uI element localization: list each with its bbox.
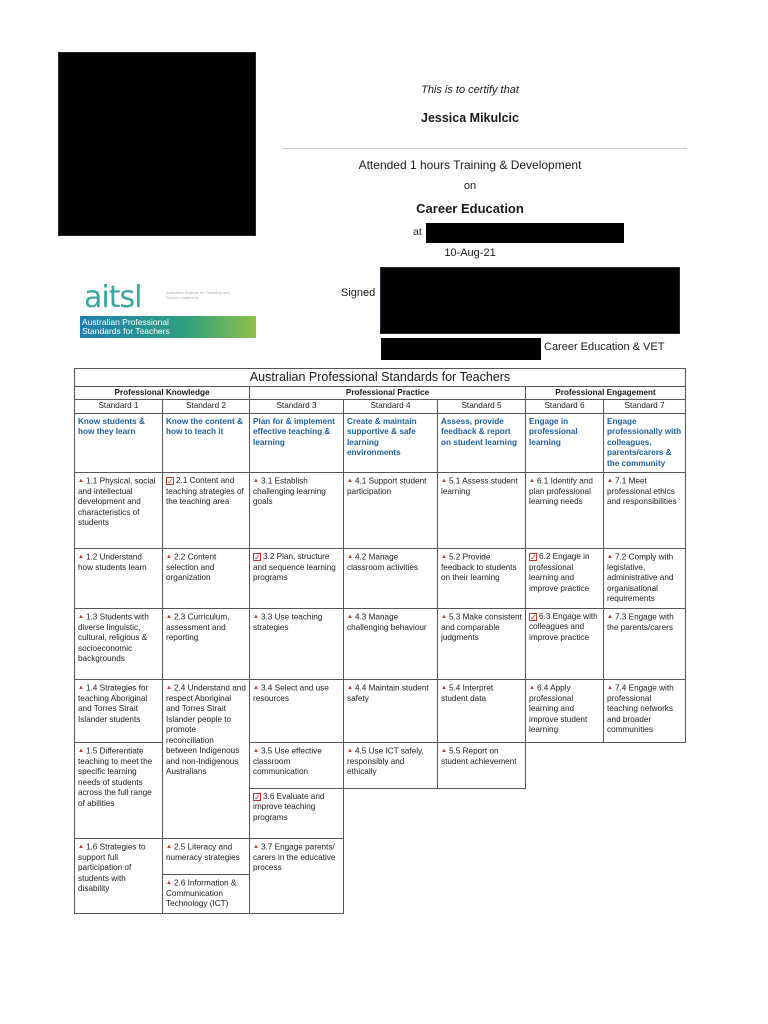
checkbox-checked-icon: ✓	[254, 792, 261, 802]
triangle-icon: ▲	[347, 554, 353, 560]
on-word: on	[463, 180, 477, 192]
item-2-3: ▲ 2.3 Curriculum, assessment and reporting	[163, 608, 250, 679]
item-4-3: ▲ 4.3 Manage challenging behaviour	[344, 608, 438, 679]
triangle-icon: ▲	[253, 747, 259, 754]
triangle-icon: ▲	[166, 684, 172, 691]
triangle-icon: ▲	[529, 478, 535, 484]
triangle-icon: ▲	[166, 843, 172, 850]
item-2-2: ▲ 2.2 Content selection and organization	[163, 549, 250, 609]
triangle-icon: ▲	[78, 554, 84, 560]
item-7-3: ▲ 7.3 Engage with the parents/carers	[604, 608, 686, 679]
item-2-1: ✓ 2.1 Content and teaching strategies of the teaching area	[163, 473, 250, 549]
triangle-icon: ▲	[441, 554, 447, 560]
recipient-name: Jessica Mikulcic	[421, 111, 519, 125]
standard-3-header: Standard 3	[250, 400, 344, 414]
triangle-icon: ▲	[166, 879, 172, 886]
triangle-icon: ▲	[78, 613, 84, 620]
standard-2-description: Know the content & how to teach it	[163, 413, 250, 473]
group-professional-practice: Professional Practice	[250, 386, 526, 400]
item-5-3: ▲ 5.3 Make consistent and comparable judgments	[438, 608, 526, 679]
checkbox-checked-icon: ✓	[530, 552, 537, 562]
triangle-icon: ▲	[166, 554, 172, 560]
triangle-icon: ▲	[166, 613, 172, 620]
checkbox-checked-icon: ✓	[530, 612, 537, 622]
redacted-signature	[380, 267, 680, 334]
item-6-1: ▲ 6.1 Identify and plan professional learning needs	[526, 473, 604, 549]
empty-cell	[526, 742, 686, 788]
item-7-2: ▲ 7.2 Comply with legislative, administrative and organisational requirements	[604, 549, 686, 609]
item-7-1: ▲ 7.1 Meet professional ethics and responsibilities	[604, 473, 686, 549]
signer-role: Career Education & VET	[544, 341, 665, 353]
standard-7-description: Engage professionally with colleagues, parents/carers & the community	[604, 413, 686, 473]
item-3-7: ▲ 3.7 Engage parents/ carers in the educative process	[250, 838, 344, 913]
item-7-4: ▲ 7.4 Engage with professional teaching networks and broader communities	[604, 679, 686, 742]
triangle-icon: ▲	[253, 843, 259, 850]
item-1-6: ▲ 1.6 Strategies to support full participation of students with disability	[75, 838, 163, 913]
item-2-4: ▲ 2.4 Understand and respect Aboriginal and Torres Strait Islander people to promote reconciliation between Indigenous and non-Indigenous Australians	[163, 679, 250, 838]
triangle-icon: ▲	[529, 684, 535, 691]
triangle-icon: ▲	[347, 613, 353, 620]
logo-line-2: Standards for Teachers	[82, 326, 170, 336]
item-2-5: ▲ 2.5 Literacy and numeracy strategies	[163, 838, 250, 874]
triangle-icon: ▲	[441, 684, 447, 691]
logo-small-text: Australian Institute for Teaching and School Leadership	[166, 290, 230, 300]
triangle-icon: ▲	[347, 747, 353, 754]
redacted-venue	[426, 223, 624, 243]
triangle-icon: ▲	[441, 747, 447, 754]
standard-1-header: Standard 1	[75, 400, 163, 414]
item-3-2: ✓ 3.2 Plan, structure and sequence learning programs	[250, 549, 344, 609]
empty-cell	[344, 788, 686, 838]
standard-6-header: Standard 6	[526, 400, 604, 414]
attended-text: Attended 1 hours Training & Development	[358, 158, 582, 172]
triangle-icon: ▲	[607, 478, 613, 484]
triangle-icon: ▲	[78, 478, 84, 484]
standard-6-description: Engage in professional learning	[526, 413, 604, 473]
certify-text: This is to certify that	[421, 84, 519, 96]
triangle-icon: ▲	[607, 554, 613, 560]
triangle-icon: ▲	[441, 478, 447, 484]
training-date: 10-Aug-21	[444, 247, 496, 259]
item-6-4: ▲ 6.4 Apply professional learning and improve student learning	[526, 679, 604, 742]
standard-5-header: Standard 5	[438, 400, 526, 414]
triangle-icon: ▲	[441, 613, 447, 620]
item-4-4: ▲ 4.4 Maintain student safety	[344, 679, 438, 742]
standard-7-header: Standard 7	[604, 400, 686, 414]
redacted-photo-block	[58, 52, 256, 236]
item-3-6: ✓ 3.6 Evaluate and improve teaching programs	[250, 788, 344, 838]
item-6-2: ✓ 6.2 Engage in professional learning and improve practice	[526, 549, 604, 609]
table-title: Australian Professional Standards for Teachers	[75, 369, 686, 387]
triangle-icon: ▲	[607, 613, 613, 620]
item-4-5: ▲ 4.5 Use ICT safely, responsibly and ethically	[344, 742, 438, 788]
triangle-icon: ▲	[253, 613, 259, 620]
standard-5-description: Assess, provide feedback & report on student learning	[438, 413, 526, 473]
item-5-4: ▲ 5.4 Interpret student data	[438, 679, 526, 742]
standard-4-description: Create & maintain supportive & safe learning environments	[344, 413, 438, 473]
signed-label: Signed	[341, 287, 376, 299]
group-professional-knowledge: Professional Knowledge	[75, 386, 250, 400]
item-6-3: ✓ 6.3 Engage with colleagues and improve practice	[526, 608, 604, 679]
triangle-icon: ▲	[347, 478, 353, 484]
standard-4-header: Standard 4	[344, 400, 438, 414]
item-5-1: ▲ 5.1 Assess student learning	[438, 473, 526, 549]
standard-3-description: Plan for & implement effective teaching & learning	[250, 413, 344, 473]
triangle-icon: ▲	[78, 747, 84, 754]
item-1-1: ▲ 1.1 Physical, social and intellectual development and characteristics of students	[75, 473, 163, 549]
triangle-icon: ▲	[253, 478, 259, 484]
item-3-5: ▲ 3.5 Use effective classroom communication	[250, 742, 344, 788]
item-1-3: ▲ 1.3 Students with diverse linguistic, cultural, religious & socioeconomic backgrounds	[75, 608, 163, 679]
item-5-5: ▲ 5.5 Report on student achievement	[438, 742, 526, 788]
group-professional-engagement: Professional Engagement	[526, 386, 686, 400]
item-4-1: ▲ 4.1 Support student participation	[344, 473, 438, 549]
triangle-icon: ▲	[607, 684, 613, 691]
at-word: at	[413, 226, 422, 238]
divider	[283, 148, 687, 149]
aitsl-logo	[80, 282, 256, 338]
item-5-2: ▲ 5.2 Provide feedback to students on their learning	[438, 549, 526, 609]
checkbox-checked-icon: ✓	[167, 476, 174, 486]
checkbox-checked-icon: ✓	[254, 552, 261, 562]
item-2-6: ▲ 2.6 Information & Communication Technology (ICT)	[163, 874, 250, 913]
item-4-2: ▲ 4.2 Manage classroom activities	[344, 549, 438, 609]
empty-cell	[344, 838, 686, 913]
redacted-signer-name	[381, 338, 541, 360]
triangle-icon: ▲	[347, 684, 353, 691]
item-3-1: ▲ 3.1 Establish challenging learning goals	[250, 473, 344, 549]
training-topic: Career Education	[416, 201, 524, 216]
item-1-2: ▲ 1.2 Understand how students learn	[75, 549, 163, 609]
triangle-icon: ▲	[253, 684, 259, 691]
item-3-4: ▲ 3.4 Select and use resources	[250, 679, 344, 742]
standard-2-header: Standard 2	[163, 400, 250, 414]
item-1-5: ▲ 1.5 Differentiate teaching to meet the specific learning needs of students across the full range of abilities	[75, 742, 163, 838]
triangle-icon: ▲	[78, 684, 84, 691]
triangle-icon: ▲	[78, 843, 84, 850]
item-3-3: ▲ 3.3 Use teaching strategies	[250, 608, 344, 679]
logo-line-1: Australian Professional	[82, 317, 169, 327]
item-1-4: ▲ 1.4 Strategies for teaching Aboriginal and Torres Strait Islander students	[75, 679, 163, 742]
standards-table	[74, 368, 686, 914]
standard-1-description: Know students & how they learn	[75, 413, 163, 473]
logo-banner	[80, 316, 256, 338]
logo-wordmark: aitsl	[84, 280, 142, 315]
